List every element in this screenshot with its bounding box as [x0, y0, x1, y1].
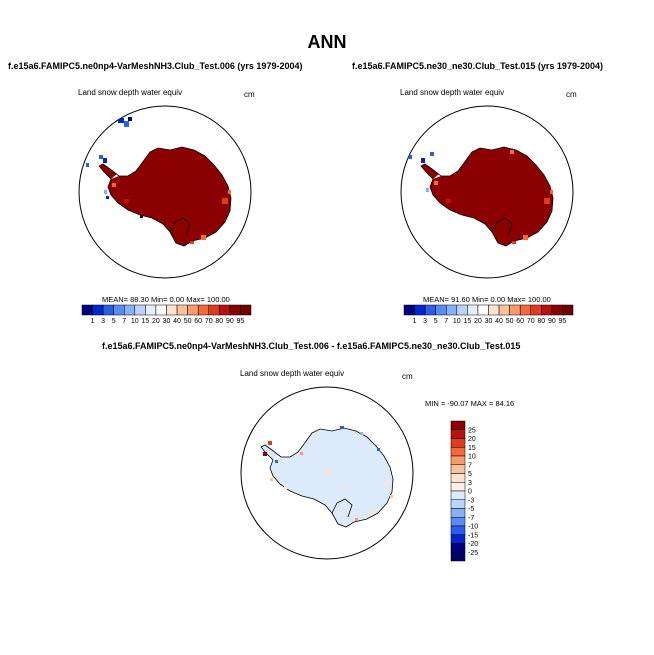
panel2-colorbar-tick-label: 90: [547, 318, 556, 325]
panel2-colorbar-swatch: [499, 305, 510, 315]
panel3-colorbar-swatch: [451, 535, 465, 544]
panel1-colorbar-swatch: [93, 305, 104, 315]
main-title: ANN: [307, 32, 347, 52]
panel1-title: f.e15a6.FAMIPC5.ne0np4-VarMeshNH3.Club_Test.006 (yrs 1979-2004): [8, 61, 303, 71]
panel2-colorbar-tick-label: 80: [537, 318, 546, 325]
panel3-map: [240, 387, 413, 559]
panel1-colorbar-swatch: [177, 305, 188, 315]
panel1-colorbar-swatch: [167, 305, 178, 315]
panel3-cell: [385, 482, 389, 486]
panel2-colorbar-swatch: [552, 305, 563, 315]
panel2-cell: [426, 188, 429, 192]
panel1-cell: [103, 158, 107, 163]
panel2-colorbar-swatch: [541, 305, 552, 315]
panel1-colorbar-tick-label: 50: [183, 318, 192, 325]
panel2-colorbar-swatch: [531, 305, 542, 315]
panel2-variable-label: Land snow depth water equiv: [400, 88, 505, 97]
panel2-colorbar-swatch: [425, 305, 436, 315]
panel3-colorbar-tick-label: -5: [468, 506, 475, 513]
panel3-colorbar-swatch: [451, 509, 465, 518]
panel1-colorbar-swatch: [82, 305, 93, 315]
panel1-colorbar-tick-label: 30: [162, 318, 171, 325]
panel1-stats: MEAN= 88.30 Min= 0.00 Max= 100.00: [102, 295, 230, 304]
panel1-cell: [201, 235, 206, 240]
panel1-colorbar-swatch: [103, 305, 114, 315]
panel2-colorbar-tick-label: 95: [558, 318, 567, 325]
panel2-colorbar-tick-label: 70: [526, 318, 535, 325]
panel3-cell: [370, 510, 374, 514]
panel2-colorbar-tick-label: 10: [452, 318, 461, 325]
panel2-map: [401, 106, 573, 278]
panel1-colorbar-swatch: [219, 305, 230, 315]
panel3-cell: [340, 426, 344, 429]
panel1-colorbar-tick-label: 5: [111, 318, 116, 325]
panel3-colorbar-tick-label: -10: [468, 523, 479, 531]
panel1-map: [79, 106, 251, 278]
panel1-cell: [140, 215, 143, 218]
panel3-cell: [377, 448, 380, 451]
panel2-colorbar-tick-label: 40: [495, 318, 503, 325]
panel2-colorbar-swatch: [510, 305, 521, 315]
panel3-colorbar-swatch: [451, 517, 465, 526]
panel3-title: f.e15a6.FAMIPC5.ne0np4-VarMeshNH3.Club_Test.006 - f.e15a6.FAMIPC5.ne30_ne30.Club_Test.015: [102, 341, 521, 351]
panel2-cell: [446, 199, 451, 203]
panel2-colorbar-swatch: [415, 305, 426, 315]
panel1-cell: [222, 198, 228, 204]
panel3-colorbar-tick-label: -25: [468, 549, 479, 557]
panel2-stats: MEAN= 91.60 Min= 0.00 Max= 100.00: [423, 295, 551, 304]
panel3-colorbar-swatch: [451, 430, 465, 439]
panel3-colorbar-tick-label: -20: [468, 541, 479, 548]
panel1-cell: [104, 190, 107, 194]
panel2-cell: [510, 150, 514, 154]
panel1-colorbar: [82, 305, 251, 325]
panel3-cell: [263, 452, 267, 456]
panel2-cell: [512, 241, 516, 244]
panel1-cell: [86, 163, 89, 167]
panel2-colorbar-tick-label: 50: [505, 318, 514, 325]
panel2-title: f.e15a6.FAMIPC5.ne30_ne30.Club_Test.015 (yrs 1979-2004): [352, 61, 603, 71]
panel1-colorbar-swatch: [209, 305, 220, 315]
panel2-colorbar-tick-label: 30: [484, 318, 493, 325]
panel3-colorbar-tick-label: 0: [468, 488, 472, 496]
panel3-colorbar-tick-label: -3: [468, 497, 475, 505]
panel3-colorbar-tick-label: 15: [468, 444, 476, 452]
panel1-colorbar-tick-label: 20: [152, 318, 160, 325]
panel3-colorbar-swatch: [451, 552, 465, 561]
panel3-colorbar-swatch: [451, 526, 465, 535]
panel3-colorbar-swatch: [451, 544, 465, 553]
panel2-cell: [434, 181, 438, 185]
panel3-colorbar-tick-label: 7: [468, 462, 472, 470]
panel2-colorbar-tick-label: 60: [516, 318, 525, 325]
panel3-cell: [275, 460, 278, 463]
panel3-cell: [355, 518, 358, 521]
panel3-colorbar-swatch: [451, 439, 465, 448]
panel2-colorbar-tick-label: 5: [433, 318, 438, 325]
panel2-cell: [550, 190, 553, 194]
panel3-colorbar-tick-label: 3: [468, 479, 472, 487]
panel3-colorbar-swatch: [451, 482, 465, 491]
panel1-cell: [118, 118, 124, 123]
panel3-cell: [343, 485, 347, 488]
panel3-colorbar-tick-label: 25: [468, 427, 476, 435]
panel3-cell: [240, 447, 243, 450]
panel3-colorbar-swatch: [451, 421, 465, 430]
panel3-cell: [268, 441, 272, 445]
panel3-colorbar: [451, 421, 478, 561]
panel1-colorbar-tick-label: 70: [204, 318, 213, 325]
panel2-colorbar-tick-label: 15: [463, 318, 472, 325]
panel1-cell: [99, 155, 103, 159]
panel3-colorbar-tick-label: 5: [468, 471, 472, 478]
panel3-colorbar-tick-label: 20: [468, 436, 476, 443]
panel3-colorbar-swatch: [451, 465, 465, 474]
panel3-colorbar-tick-label: -15: [468, 532, 479, 540]
panel2-colorbar-swatch: [520, 305, 531, 315]
panel1-cell: [106, 196, 109, 199]
panel1-colorbar-tick-label: 7: [122, 318, 127, 325]
panel3-colorbar-swatch: [451, 500, 465, 509]
panel2-colorbar-swatch: [404, 305, 415, 315]
panel2-colorbar-swatch: [467, 305, 478, 315]
panel2-colorbar: [404, 305, 573, 325]
panel3-colorbar-swatch: [451, 474, 465, 483]
panel3-colorbar-tick-label: -7: [468, 514, 475, 522]
panel3-colorbar-swatch: [451, 491, 465, 500]
panel1-cell: [128, 117, 132, 121]
panel1-cell: [190, 241, 194, 244]
panel3-stats: MIN = -90.07 MAX = 84.16: [425, 399, 515, 408]
panel1-colorbar-tick-label: 40: [173, 318, 181, 325]
panel1-colorbar-swatch: [188, 305, 199, 315]
panel2-units-label: cm: [566, 90, 577, 99]
panel1-units-label: cm: [244, 90, 255, 99]
panel2-colorbar-tick-label: 3: [423, 318, 428, 325]
panel3-colorbar-swatch: [451, 447, 465, 456]
panel1-colorbar-tick-label: 80: [215, 318, 224, 325]
panel1-colorbar-tick-label: 10: [130, 318, 139, 325]
panel1-colorbar-tick-label: 1: [90, 318, 95, 325]
panel1-colorbar-tick-label: 15: [141, 318, 150, 325]
panel2-colorbar-swatch: [436, 305, 447, 315]
panel1-cell: [112, 183, 116, 187]
panel2-cell: [430, 152, 434, 156]
panel1-colorbar-swatch: [230, 305, 241, 315]
panel3-colorbar-swatch: [451, 456, 465, 465]
panel1-colorbar-tick-label: 60: [194, 318, 203, 325]
panel1-colorbar-swatch: [114, 305, 125, 315]
panel1-colorbar-tick-label: 90: [225, 318, 234, 325]
panel2-cell: [421, 158, 425, 163]
panel2-colorbar-tick-label: 1: [412, 318, 417, 325]
panel3-cell: [390, 495, 393, 498]
panel3-cell: [300, 452, 303, 455]
panel3-cell: [360, 432, 363, 435]
panel2-colorbar-swatch: [562, 305, 573, 315]
panel3-units-label: cm: [402, 372, 413, 381]
panel1-colorbar-tick-label: 3: [101, 318, 106, 325]
panel3-cell: [270, 478, 273, 481]
panel2-colorbar-tick-label: 20: [474, 318, 482, 325]
panel1-colorbar-swatch: [124, 305, 135, 315]
panel1-colorbar-swatch: [240, 305, 251, 315]
panel1-cell: [228, 190, 231, 194]
panel3-colorbar-tick-label: 10: [468, 453, 476, 461]
panel1-colorbar-swatch: [145, 305, 156, 315]
panel2-colorbar-swatch: [446, 305, 457, 315]
panel1-cell: [124, 121, 129, 127]
panel2-cell: [523, 235, 528, 240]
panel1-colorbar-swatch: [135, 305, 146, 315]
panel3-cell: [325, 470, 330, 474]
panel1-cell: [124, 199, 129, 203]
panel2-colorbar-swatch: [457, 305, 468, 315]
panel2-colorbar-swatch: [489, 305, 500, 315]
panel2-colorbar-tick-label: 7: [444, 318, 449, 325]
panel1-colorbar-swatch: [198, 305, 209, 315]
panel2-colorbar-swatch: [478, 305, 489, 315]
panel1-colorbar-tick-label: 95: [236, 318, 245, 325]
panel1-variable-label: Land snow depth water equiv: [78, 88, 183, 97]
panel1-colorbar-swatch: [156, 305, 167, 315]
panel3-variable-label: Land snow depth water equiv: [240, 369, 345, 378]
panel3-cell: [284, 486, 288, 489]
panel2-cell: [544, 198, 550, 204]
